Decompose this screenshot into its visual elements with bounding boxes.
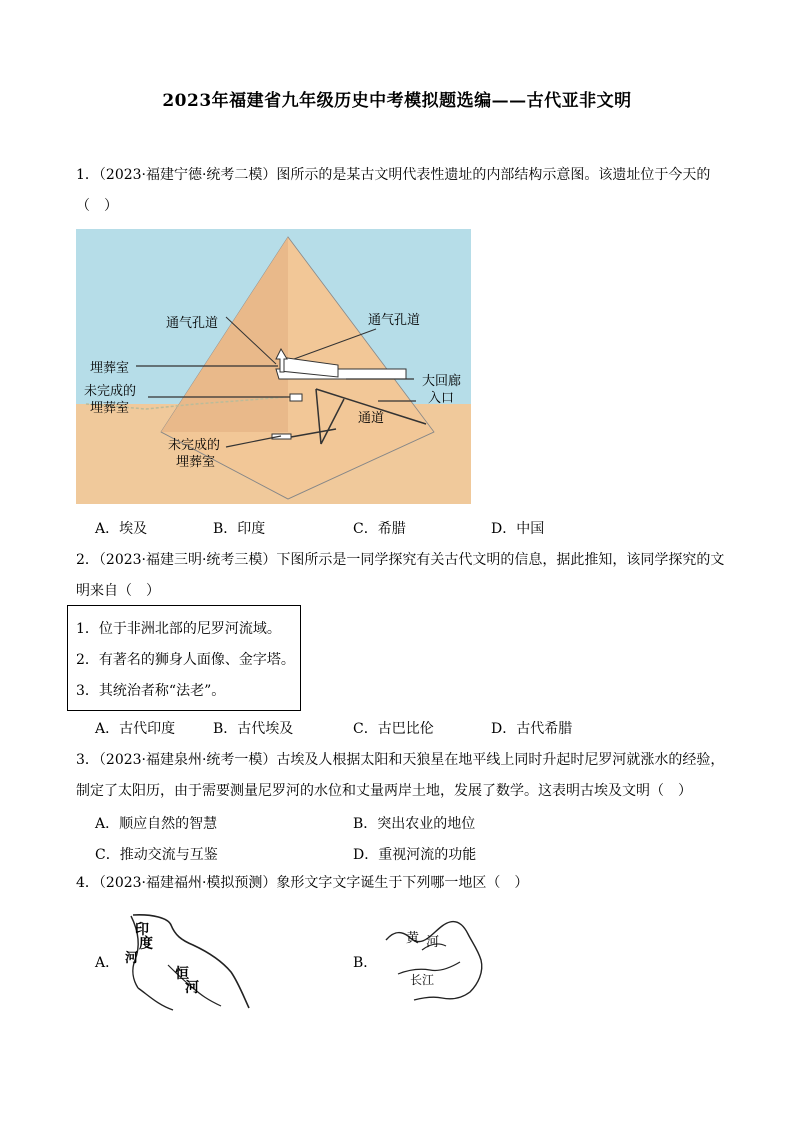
info-box: [67, 605, 301, 711]
q3-option-d[interactable]: D．重视河流的功能: [353, 847, 477, 863]
question-1-stem: 1．（2023·福建宁德·统考二模）图所示的是某古文明代表性遗址的内部结构示意图。该遗址位于今天的: [76, 167, 711, 183]
question-4-stem: 4．（2023·福建福州·模拟预测）象形文字文字诞生于下列哪一地区（ ）: [76, 875, 529, 891]
q1-option-d[interactable]: D．中国: [491, 521, 545, 537]
label-unfinished-chamber-2a: 未完成的: [168, 438, 221, 453]
q2-option-a[interactable]: A．古代印度: [95, 721, 176, 737]
q2-option-b[interactable]: B．古代埃及: [213, 721, 294, 737]
map-b-char-1: 黄: [406, 931, 420, 946]
map-b-char-2: 河: [426, 935, 440, 950]
question-3-stem-cont: 制定了太阳历，由于需要测量尼罗河的水位和丈量两岸土地，发展了数学。这表明古埃及文明（ ）: [76, 783, 692, 799]
q4-option-a-label[interactable]: A．: [95, 955, 120, 971]
label-grand-gallery-a: 大回廊: [422, 374, 462, 389]
question-3-options-row2: [95, 844, 715, 868]
q3-option-b[interactable]: B．突出农业的地位: [353, 816, 476, 832]
label-unfinished-chamber-1a: 未完成的: [84, 384, 137, 399]
map-a-char-2: 度: [139, 936, 153, 952]
map-a-char-1: 印: [135, 922, 149, 938]
pyramid-diagram: [76, 229, 471, 504]
page-title: 2023年福建省九年级历史中考模拟题选编——古代亚非文明: [162, 91, 632, 111]
q2-option-c[interactable]: C．古巴比伦: [353, 721, 434, 737]
map-india-rivers: [113, 910, 253, 1015]
question-2-stem-cont: 明来自（ ）: [76, 583, 160, 599]
label-grand-gallery-b: 入口: [428, 391, 455, 406]
info-item-1: 1．位于非洲北部的尼罗河流域。: [76, 621, 281, 637]
map-china-rivers: [378, 912, 488, 1004]
map-a-char-5: 河: [185, 980, 199, 996]
q4-option-b-label[interactable]: B．: [353, 955, 378, 971]
map-b-label-yangtze: 长江: [410, 973, 435, 987]
q3-option-c[interactable]: C．推动交流与互鉴: [95, 847, 218, 863]
map-a-char-4: 恒: [175, 966, 189, 982]
question-1-options: [95, 518, 715, 542]
label-passage: 通道: [358, 411, 385, 426]
label-burial-chamber: 埋葬室: [90, 361, 130, 376]
info-item-3: 3．其统治者称“法老”。: [76, 683, 226, 699]
question-1-stem-cont: （ ）: [76, 198, 118, 214]
q3-option-a[interactable]: A．顺应自然的智慧: [95, 816, 218, 832]
label-vent-left: 通气孔道: [166, 316, 219, 331]
question-3-stem: 3．（2023·福建泉州·统考一模）古埃及人根据太阳和天狼星在地平线上同时升起时尼罗河就涨水的经验，: [76, 752, 725, 768]
map-a-char-3: 河: [125, 951, 139, 966]
q2-option-d[interactable]: D．古代希腊: [491, 721, 573, 737]
info-item-2: 2．有著名的狮身人面像、金字塔。: [76, 652, 295, 668]
label-unfinished-chamber-2b: 埋葬室: [176, 455, 216, 470]
question-2-options: [95, 718, 715, 742]
label-unfinished-chamber-1b: 埋葬室: [90, 401, 130, 416]
q1-option-a[interactable]: A．埃及: [95, 521, 148, 537]
question-2-stem: 2．（2023·福建三明·统考三模）下图所示是一同学探究有关古代文明的信息，据此推知，该同学探究的文: [76, 552, 725, 568]
question-3-options-row1: [95, 813, 715, 837]
q1-option-c[interactable]: C．希腊: [353, 521, 406, 537]
q1-option-b[interactable]: B．印度: [213, 521, 266, 537]
label-vent-right: 通气孔道: [368, 313, 421, 328]
